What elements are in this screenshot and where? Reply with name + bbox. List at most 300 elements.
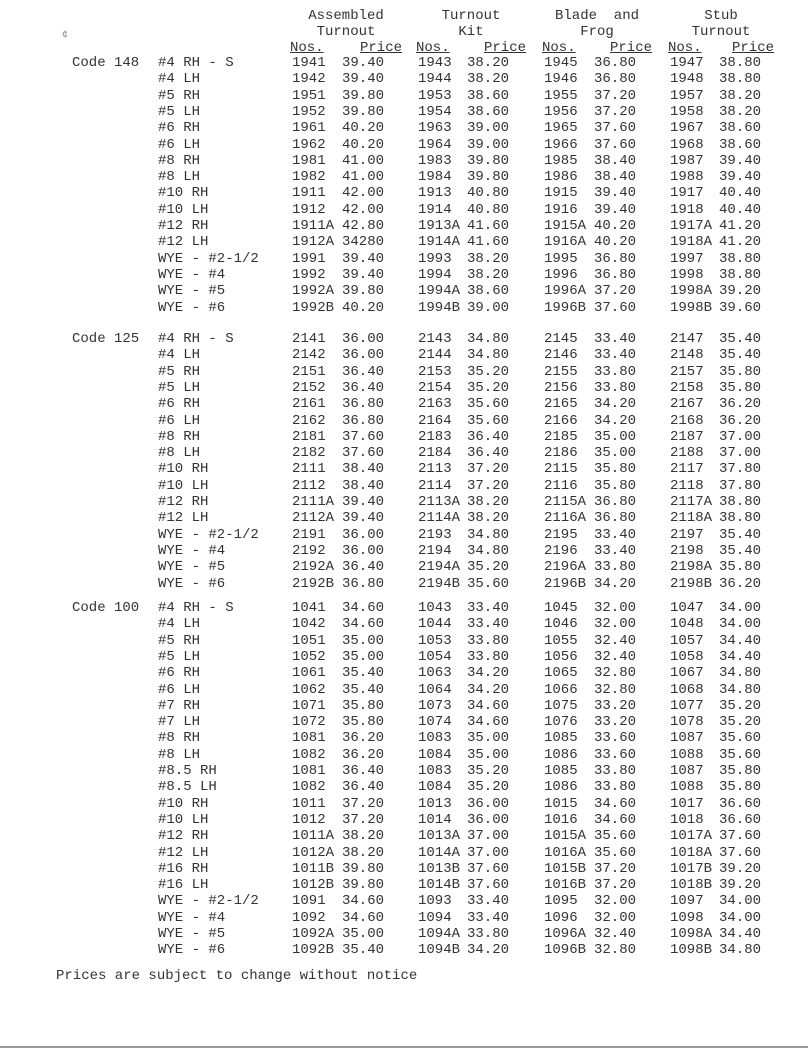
price: 35.60 bbox=[594, 828, 637, 845]
turnout-description: #6 LH bbox=[158, 681, 201, 698]
price: 34.20 bbox=[594, 412, 637, 429]
part-number: 1084 bbox=[418, 746, 452, 763]
turnout-description: #8 LH bbox=[158, 169, 201, 186]
part-number: 1072 bbox=[292, 714, 326, 731]
price: 39.40 bbox=[342, 494, 385, 510]
table-row bbox=[0, 478, 808, 494]
price: 39.80 bbox=[467, 152, 510, 169]
part-number: 2165 bbox=[544, 396, 578, 413]
table-row bbox=[0, 429, 808, 445]
price: 35.00 bbox=[342, 632, 385, 649]
price: 40.20 bbox=[594, 218, 637, 234]
part-number: 2197 bbox=[670, 526, 704, 543]
price: 33.40 bbox=[467, 909, 510, 926]
part-number: 1966 bbox=[544, 136, 578, 153]
price: 39.40 bbox=[342, 266, 385, 283]
turnout-description: WYE - #2-1/2 bbox=[158, 893, 259, 910]
price: 39.80 bbox=[342, 103, 385, 120]
price: 33.80 bbox=[594, 763, 637, 779]
price: 37.60 bbox=[467, 877, 510, 894]
header-nos: Nos. bbox=[668, 40, 702, 56]
price: 37.60 bbox=[467, 860, 510, 877]
price: 36.40 bbox=[342, 763, 385, 779]
price: 39.20 bbox=[719, 860, 762, 877]
table-row bbox=[0, 877, 808, 893]
table-row bbox=[0, 88, 808, 104]
price: 35.80 bbox=[342, 714, 385, 731]
price: 35.00 bbox=[342, 926, 385, 942]
price: 34.60 bbox=[467, 697, 510, 714]
price: 35.80 bbox=[594, 461, 637, 478]
header-assembled-turnout bbox=[290, 8, 402, 56]
part-number: 1915 bbox=[544, 185, 578, 202]
price: 35.00 bbox=[594, 428, 637, 445]
price: 38.60 bbox=[467, 103, 510, 120]
table-row bbox=[0, 763, 808, 779]
turnout-description: #5 RH bbox=[158, 632, 201, 649]
part-number: 1968 bbox=[670, 136, 704, 153]
part-number: 2183 bbox=[418, 428, 452, 445]
price: 38.20 bbox=[342, 844, 385, 861]
price: 39.80 bbox=[342, 87, 385, 104]
price: 33.80 bbox=[467, 926, 510, 942]
part-number: 1091 bbox=[292, 893, 326, 910]
price: 40.20 bbox=[594, 234, 637, 251]
part-number: 1085 bbox=[544, 763, 578, 779]
price: 33.80 bbox=[467, 648, 510, 665]
price: 35.20 bbox=[719, 697, 762, 714]
table-row bbox=[0, 633, 808, 649]
price: 35.40 bbox=[719, 542, 762, 559]
price: 36.00 bbox=[342, 526, 385, 543]
part-number: 1086 bbox=[544, 746, 578, 763]
part-number: 1073 bbox=[418, 697, 452, 714]
part-number: 1912 bbox=[292, 201, 326, 218]
part-number: 1064 bbox=[418, 681, 452, 698]
price: 34.00 bbox=[719, 909, 762, 926]
table-row bbox=[0, 153, 808, 169]
turnout-description: #10 LH bbox=[158, 201, 209, 218]
part-number: 1086 bbox=[544, 779, 578, 796]
table-row bbox=[0, 616, 808, 632]
price: 36.20 bbox=[719, 396, 762, 413]
table-row bbox=[0, 812, 808, 828]
part-number: 1951 bbox=[292, 87, 326, 104]
part-number: 2164 bbox=[418, 412, 452, 429]
turnout-description: #6 RH bbox=[158, 120, 201, 137]
turnout-description: #4 RH - S bbox=[158, 55, 234, 71]
price: 35.80 bbox=[719, 559, 762, 576]
turnout-description: #6 LH bbox=[158, 136, 201, 153]
part-number: 1017B bbox=[670, 860, 713, 877]
price: 39.20 bbox=[719, 877, 762, 894]
table-row bbox=[0, 861, 808, 877]
turnout-description: #12 LH bbox=[158, 510, 209, 527]
part-number: 2196A bbox=[544, 559, 587, 576]
price: 38.80 bbox=[719, 250, 762, 267]
table-row bbox=[0, 600, 808, 616]
part-number: 1017A bbox=[670, 828, 713, 845]
table-row bbox=[0, 559, 808, 575]
part-number: 2116 bbox=[544, 477, 578, 494]
price: 32.00 bbox=[594, 909, 637, 926]
table-row bbox=[0, 251, 808, 267]
part-number: 1045 bbox=[544, 600, 578, 616]
section-code: Code 100 bbox=[72, 600, 140, 616]
table-row bbox=[0, 543, 808, 559]
price: 35.20 bbox=[467, 779, 510, 796]
price: 40.40 bbox=[719, 185, 762, 202]
turnout-description: #16 RH bbox=[158, 860, 209, 877]
price: 37.80 bbox=[719, 477, 762, 494]
part-number: 1943 bbox=[418, 55, 452, 71]
part-number: 1998B bbox=[670, 299, 713, 316]
table-row bbox=[0, 845, 808, 861]
part-number: 2112 bbox=[292, 477, 326, 494]
part-number: 1956 bbox=[544, 103, 578, 120]
table-row bbox=[0, 730, 808, 746]
turnout-description: #10 LH bbox=[158, 811, 209, 828]
turnout-description: #4 RH - S bbox=[158, 600, 234, 616]
price: 34.60 bbox=[594, 811, 637, 828]
price: 33.40 bbox=[594, 331, 637, 347]
turnout-description: #10 RH bbox=[158, 185, 209, 202]
price: 37.60 bbox=[719, 844, 762, 861]
price: 36.40 bbox=[467, 428, 510, 445]
part-number: 1081 bbox=[292, 763, 326, 779]
part-number: 2113 bbox=[418, 461, 452, 478]
part-number: 1014B bbox=[418, 877, 461, 894]
part-number: 1062 bbox=[292, 681, 326, 698]
price: 36.40 bbox=[342, 779, 385, 796]
price: 36.40 bbox=[467, 445, 510, 462]
price: 35.80 bbox=[719, 379, 762, 396]
price: 34.40 bbox=[719, 648, 762, 665]
part-number: 2143 bbox=[418, 331, 452, 347]
part-number: 1944 bbox=[418, 71, 452, 88]
part-number: 1082 bbox=[292, 779, 326, 796]
part-number: 1012 bbox=[292, 811, 326, 828]
part-number: 1015 bbox=[544, 795, 578, 812]
turnout-description: WYE - #6 bbox=[158, 299, 226, 316]
part-number: 2196 bbox=[544, 542, 578, 559]
part-number: 1082 bbox=[292, 746, 326, 763]
part-number: 2194B bbox=[418, 575, 461, 592]
part-number: 1991 bbox=[292, 250, 326, 267]
price: 34.20 bbox=[594, 396, 637, 413]
part-number: 2192B bbox=[292, 575, 335, 592]
turnout-description: #4 LH bbox=[158, 71, 201, 88]
price: 33.80 bbox=[594, 559, 637, 576]
price: 34.40 bbox=[719, 632, 762, 649]
price: 37.20 bbox=[594, 103, 637, 120]
turnout-description: WYE - #4 bbox=[158, 542, 226, 559]
price: 35.20 bbox=[467, 763, 510, 779]
part-number: 1913A bbox=[418, 218, 461, 234]
price: 36.00 bbox=[342, 331, 385, 347]
part-number: 2194A bbox=[418, 559, 461, 576]
price: 39.00 bbox=[467, 136, 510, 153]
price: 39.20 bbox=[719, 283, 762, 300]
part-number: 1916 bbox=[544, 201, 578, 218]
part-number: 1992B bbox=[292, 299, 335, 316]
price: 35.20 bbox=[467, 559, 510, 576]
part-number: 1911A bbox=[292, 218, 335, 234]
price: 37.00 bbox=[719, 428, 762, 445]
part-number: 1057 bbox=[670, 632, 704, 649]
part-number: 1985 bbox=[544, 152, 578, 169]
part-number: 1083 bbox=[418, 763, 452, 779]
price: 38.20 bbox=[342, 828, 385, 845]
header-line1: Assembled bbox=[308, 8, 384, 24]
part-number: 1015B bbox=[544, 860, 587, 877]
part-number: 1044 bbox=[418, 616, 452, 633]
price: 34.40 bbox=[719, 926, 762, 942]
price: 34.80 bbox=[719, 665, 762, 682]
header-line1: Blade and bbox=[554, 8, 639, 24]
table-row bbox=[0, 926, 808, 942]
part-number: 1041 bbox=[292, 600, 326, 616]
price: 34.20 bbox=[594, 575, 637, 592]
part-number: 2148 bbox=[670, 347, 704, 364]
price: 35.80 bbox=[719, 763, 762, 779]
price: 34.20 bbox=[467, 942, 510, 959]
table-row bbox=[0, 527, 808, 543]
part-number: 1941 bbox=[292, 55, 326, 71]
part-number: 2186 bbox=[544, 445, 578, 462]
turnout-description: #5 RH bbox=[158, 363, 201, 380]
part-number: 1011B bbox=[292, 860, 335, 877]
price: 34.60 bbox=[467, 714, 510, 731]
part-number: 1013A bbox=[418, 828, 461, 845]
part-number: 1092 bbox=[292, 909, 326, 926]
price: 37.00 bbox=[719, 445, 762, 462]
turnout-description: #12 RH bbox=[158, 828, 209, 845]
table-row bbox=[0, 234, 808, 250]
price: 34.00 bbox=[719, 600, 762, 616]
price: 36.80 bbox=[594, 55, 637, 71]
price: 41.60 bbox=[467, 234, 510, 251]
part-number: 1918 bbox=[670, 201, 704, 218]
price: 33.80 bbox=[594, 363, 637, 380]
price: 35.40 bbox=[719, 526, 762, 543]
part-number: 1088 bbox=[670, 779, 704, 796]
price: 34.60 bbox=[594, 795, 637, 812]
part-number: 1096A bbox=[544, 926, 587, 942]
price: 36.80 bbox=[594, 266, 637, 283]
part-number: 2147 bbox=[670, 331, 704, 347]
price: 37.20 bbox=[342, 811, 385, 828]
price: 34.80 bbox=[467, 526, 510, 543]
price: 38.20 bbox=[719, 87, 762, 104]
part-number: 1018A bbox=[670, 844, 713, 861]
table-row bbox=[0, 461, 808, 477]
part-number: 1098 bbox=[670, 909, 704, 926]
part-number: 1054 bbox=[418, 648, 452, 665]
price: 34.80 bbox=[467, 542, 510, 559]
table-row bbox=[0, 445, 808, 461]
part-number: 1913 bbox=[418, 185, 452, 202]
price: 36.00 bbox=[342, 542, 385, 559]
part-number: 1957 bbox=[670, 87, 704, 104]
price: 35.60 bbox=[719, 730, 762, 747]
part-number: 1996B bbox=[544, 299, 587, 316]
price: 33.40 bbox=[467, 600, 510, 616]
header-line1: Turnout bbox=[441, 8, 501, 24]
part-number: 1056 bbox=[544, 648, 578, 665]
price-disclaimer: Prices are subject to change without notice bbox=[56, 968, 418, 984]
table-row bbox=[0, 380, 808, 396]
price: 37.20 bbox=[467, 477, 510, 494]
turnout-description: #6 LH bbox=[158, 412, 201, 429]
price: 35.00 bbox=[594, 445, 637, 462]
price: 37.60 bbox=[342, 428, 385, 445]
part-number: 1964 bbox=[418, 136, 452, 153]
price: 39.40 bbox=[342, 71, 385, 88]
price: 38.80 bbox=[719, 494, 762, 510]
table-row bbox=[0, 576, 808, 592]
turnout-description: #12 LH bbox=[158, 234, 209, 251]
table-row bbox=[0, 494, 808, 510]
part-number: 2161 bbox=[292, 396, 326, 413]
part-number: 2167 bbox=[670, 396, 704, 413]
price: 38.60 bbox=[467, 87, 510, 104]
part-number: 1065 bbox=[544, 665, 578, 682]
table-row bbox=[0, 779, 808, 795]
price: 39.40 bbox=[594, 201, 637, 218]
price: 38.60 bbox=[467, 283, 510, 300]
part-number: 1992 bbox=[292, 266, 326, 283]
table-row bbox=[0, 331, 808, 347]
part-number: 1083 bbox=[418, 730, 452, 747]
price: 32.80 bbox=[594, 681, 637, 698]
table-row bbox=[0, 364, 808, 380]
price: 36.80 bbox=[594, 250, 637, 267]
price: 32.40 bbox=[594, 648, 637, 665]
price: 35.40 bbox=[342, 681, 385, 698]
header-stub-turnout bbox=[668, 8, 774, 56]
part-number: 1998A bbox=[670, 283, 713, 300]
part-number: 1085 bbox=[544, 730, 578, 747]
price: 37.60 bbox=[719, 828, 762, 845]
price: 37.00 bbox=[467, 828, 510, 845]
part-number: 1047 bbox=[670, 600, 704, 616]
price: 34.00 bbox=[719, 616, 762, 633]
price: 37.20 bbox=[467, 461, 510, 478]
price: 34.60 bbox=[342, 600, 385, 616]
part-number: 1917 bbox=[670, 185, 704, 202]
turnout-description: WYE - #4 bbox=[158, 266, 226, 283]
price: 33.20 bbox=[594, 714, 637, 731]
part-number: 1013 bbox=[418, 795, 452, 812]
price: 37.20 bbox=[594, 87, 637, 104]
price: 36.80 bbox=[342, 396, 385, 413]
part-number: 2192 bbox=[292, 542, 326, 559]
part-number: 1098B bbox=[670, 942, 713, 959]
header-line1: Stub bbox=[704, 8, 738, 24]
part-number: 2115 bbox=[544, 461, 578, 478]
table-row bbox=[0, 510, 808, 526]
part-number: 1018B bbox=[670, 877, 713, 894]
price: 33.40 bbox=[594, 542, 637, 559]
part-number: 1015A bbox=[544, 828, 587, 845]
part-number: 1981 bbox=[292, 152, 326, 169]
price: 37.20 bbox=[342, 795, 385, 812]
part-number: 2185 bbox=[544, 428, 578, 445]
part-number: 1066 bbox=[544, 681, 578, 698]
part-number: 1994A bbox=[418, 283, 461, 300]
price: 38.40 bbox=[342, 461, 385, 478]
price: 36.20 bbox=[719, 412, 762, 429]
part-number: 1042 bbox=[292, 616, 326, 633]
part-number: 1996A bbox=[544, 283, 587, 300]
turnout-description: #8 LH bbox=[158, 746, 201, 763]
price: 40.40 bbox=[719, 201, 762, 218]
price: 35.40 bbox=[719, 347, 762, 364]
price: 35.60 bbox=[467, 412, 510, 429]
price: 38.40 bbox=[594, 169, 637, 186]
table-row bbox=[0, 910, 808, 926]
turnout-description: #7 RH bbox=[158, 697, 201, 714]
part-number: 1914 bbox=[418, 201, 452, 218]
part-number: 1958 bbox=[670, 103, 704, 120]
part-number: 2142 bbox=[292, 347, 326, 364]
price: 36.20 bbox=[342, 746, 385, 763]
price: 39.80 bbox=[467, 169, 510, 186]
part-number: 1912A bbox=[292, 234, 335, 251]
part-number: 2192A bbox=[292, 559, 335, 576]
header-price: Price bbox=[359, 40, 402, 56]
price: 36.60 bbox=[719, 811, 762, 828]
header-price: Price bbox=[483, 40, 526, 56]
part-number: 1093 bbox=[418, 893, 452, 910]
table-row bbox=[0, 55, 808, 71]
header-line2: Turnout bbox=[691, 24, 751, 40]
part-number: 2113A bbox=[418, 494, 461, 510]
part-number: 1078 bbox=[670, 714, 704, 731]
table-row bbox=[0, 71, 808, 87]
part-number: 1967 bbox=[670, 120, 704, 137]
price: 36.20 bbox=[342, 730, 385, 747]
part-number: 1911 bbox=[292, 185, 326, 202]
part-number: 1965 bbox=[544, 120, 578, 137]
part-number: 1948 bbox=[670, 71, 704, 88]
turnout-description: #8.5 RH bbox=[158, 763, 217, 779]
part-number: 2111A bbox=[292, 494, 335, 510]
header-nos: Nos. bbox=[290, 40, 324, 56]
price: 39.40 bbox=[342, 55, 385, 71]
price: 33.60 bbox=[594, 746, 637, 763]
turnout-description: #8 LH bbox=[158, 445, 201, 462]
part-number: 2198A bbox=[670, 559, 713, 576]
price: 38.20 bbox=[467, 510, 510, 527]
turnout-description: #16 LH bbox=[158, 877, 209, 894]
part-number: 2151 bbox=[292, 363, 326, 380]
part-number: 2145 bbox=[544, 331, 578, 347]
header-nos: Nos. bbox=[542, 40, 576, 56]
price: 39.40 bbox=[342, 250, 385, 267]
turnout-description: #5 LH bbox=[158, 103, 201, 120]
price: 34280 bbox=[342, 234, 385, 251]
price: 35.20 bbox=[467, 363, 510, 380]
price: 38.80 bbox=[719, 71, 762, 88]
header-line2: Turnout bbox=[316, 24, 376, 40]
table-row bbox=[0, 120, 808, 136]
price: 35.40 bbox=[719, 331, 762, 347]
part-number: 1016B bbox=[544, 877, 587, 894]
table-row bbox=[0, 682, 808, 698]
price: 37.60 bbox=[594, 120, 637, 137]
